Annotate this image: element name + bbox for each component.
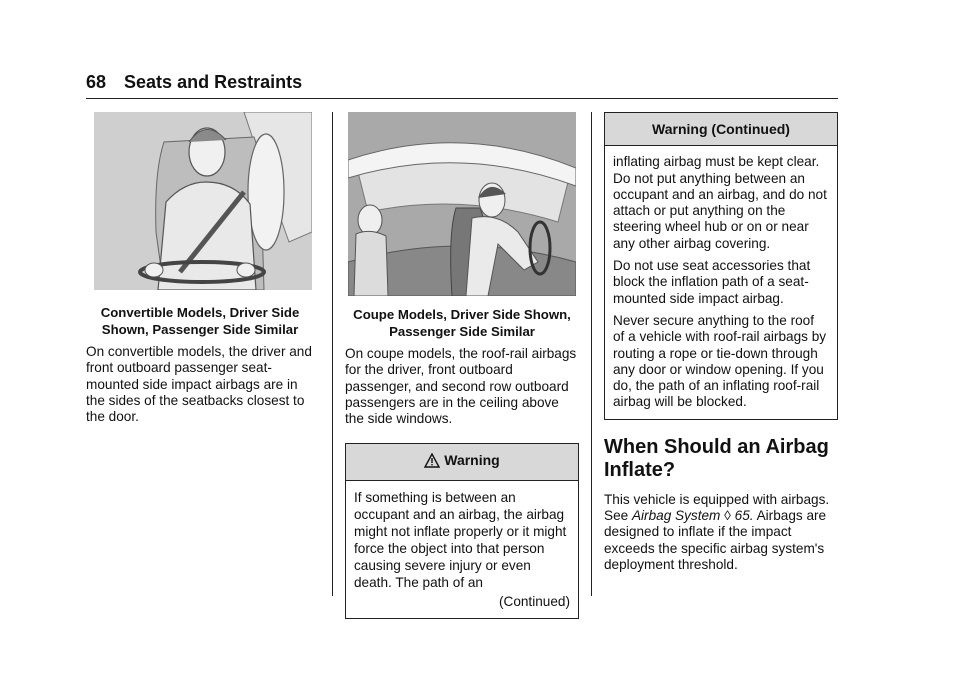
warning-header: Warning (Continued) (605, 113, 837, 146)
page-ref-icon: ◊ (724, 508, 731, 524)
body-paragraph: On convertible models, the driver and front outboard passenger seat-mounted side impact airbags are in the sides of the seatbacks closest to the door. (86, 344, 312, 425)
continued-label: (Continued) (498, 593, 570, 609)
caption-line-1: Convertible Models, Driver Side (100, 305, 300, 320)
header-rule (86, 98, 838, 99)
page-reference[interactable]: 65. (734, 508, 754, 524)
cross-reference-link[interactable]: Airbag System (631, 508, 721, 524)
column-divider (332, 112, 333, 596)
column-divider (591, 112, 592, 596)
warning-paragraph-2: Do not use seat accessories that block the inflation path of a seat-mounted side impact airbag. (613, 258, 811, 306)
section-heading: When Should an Airbag Inflate? (604, 435, 829, 481)
page-number: 68 (86, 72, 107, 92)
caption-line-2: Shown, Passenger Side Similar (101, 322, 299, 337)
caption-line-2: Passenger Side Similar (389, 324, 535, 339)
coupe-airbag-illustration (348, 112, 576, 296)
driver-side-airbag-drawing (94, 112, 312, 290)
figure-caption (86, 304, 314, 338)
warning-box (345, 443, 579, 618)
body-text-part-2: Airbags are designed to inflate if the impact exceeds the specific airbag system's deployment threshold. (604, 508, 827, 572)
figure-caption (345, 306, 579, 340)
column-1 (86, 112, 314, 425)
warning-paragraph-3: Never secure anything to the roof of a vehicle with roof-rail airbags by routing a rope or tie-down through any door or window opening. If you do, the path of an inflating roof-rail airbag will be blocked. (613, 312, 827, 410)
warning-body (346, 481, 578, 618)
warning-header (346, 444, 578, 480)
body-text-part-1: This vehicle is equipped with airbags. See (604, 491, 830, 524)
caption-line-1: Coupe Models, Driver Side Shown, (353, 307, 571, 322)
warning-body (605, 146, 837, 418)
convertible-airbag-illustration (94, 112, 312, 290)
page-header (86, 72, 838, 93)
warning-paragraph-1: inflating airbag must be kept clear. Do not put anything between an occupant and an airbag, and do not attach or put anything on the steering wheel hub or on or near any other airbag covering. (613, 154, 827, 251)
warning-title: Warning (444, 452, 500, 469)
column-3 (604, 112, 838, 573)
warning-text: If something is between an occupant and an airbag, the airbag might not inflate properly or it might force the object into that person causing severe injury or even death. The path of an (354, 489, 567, 590)
body-paragraph (604, 492, 838, 573)
warning-box-continued (604, 112, 838, 420)
warning-triangle-icon (424, 453, 440, 471)
column-2 (345, 112, 579, 619)
roof-rail-airbag-drawing (348, 112, 576, 296)
page-title: Seats and Restraints (124, 72, 303, 92)
body-paragraph: On coupe models, the roof-rail airbags for the driver, front outboard passenger, and second row outboard passengers are in the ceiling above the side windows. (345, 346, 577, 427)
